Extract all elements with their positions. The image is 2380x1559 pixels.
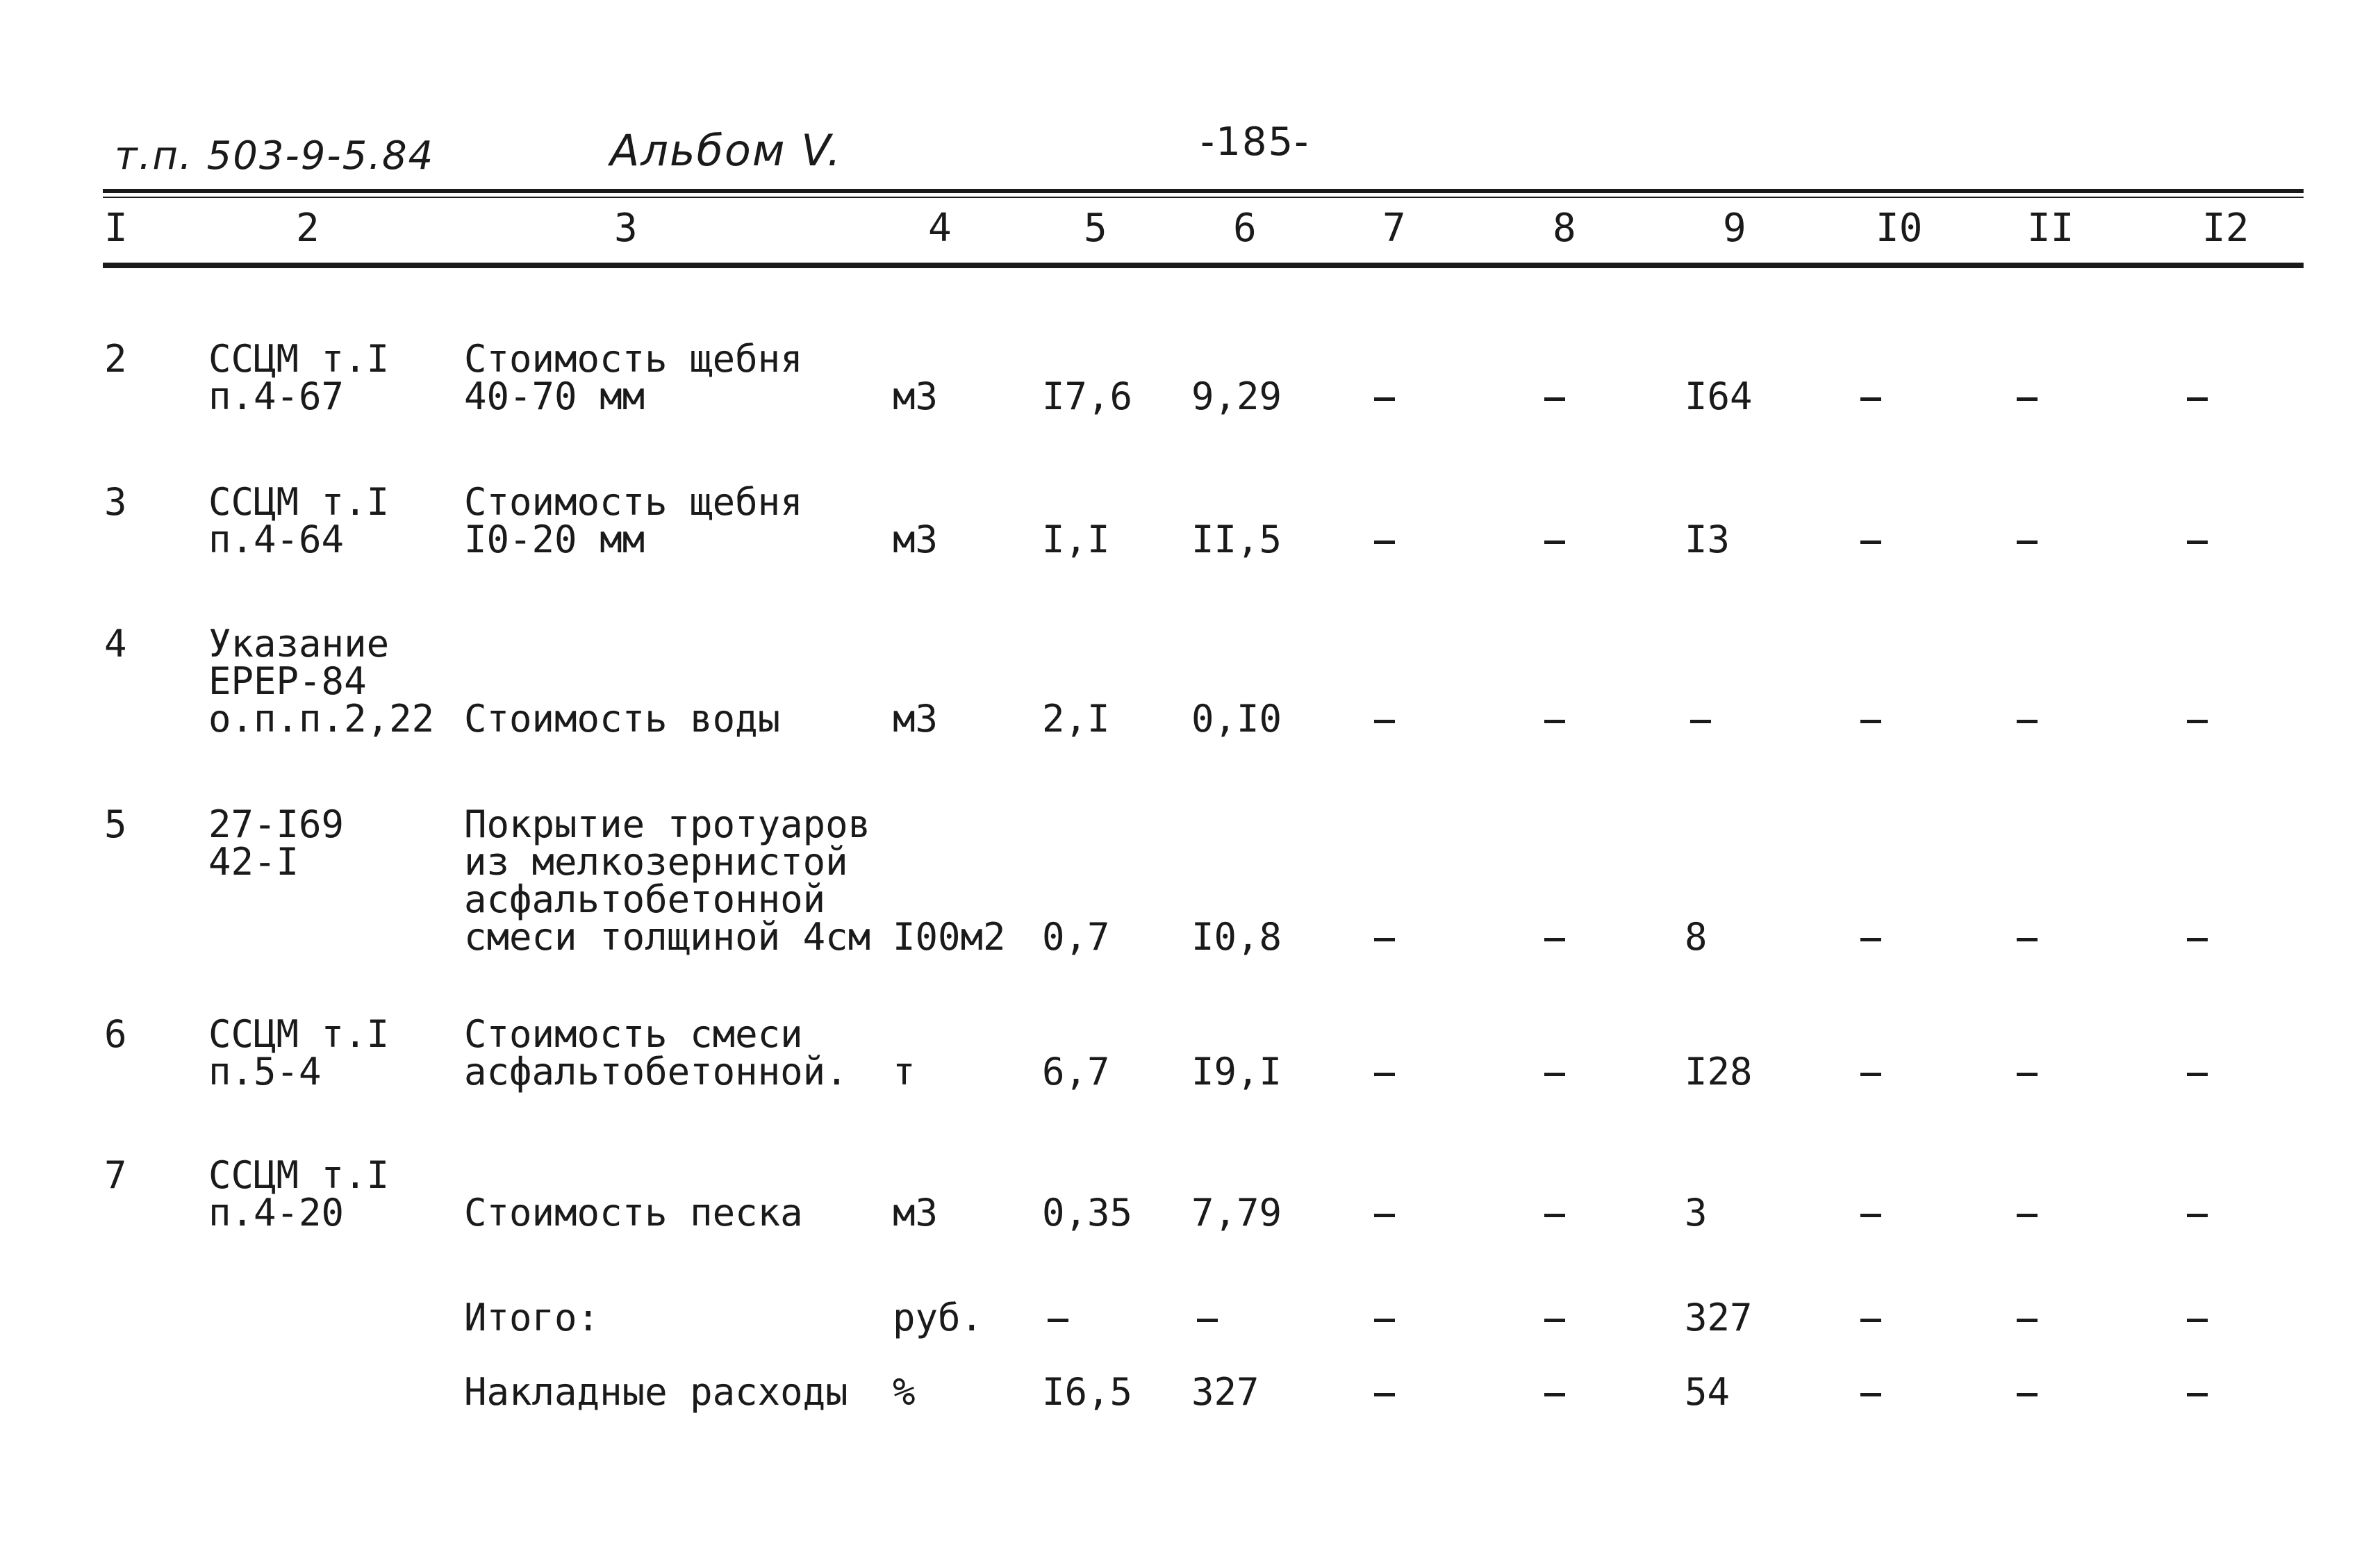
row-qty: I,I	[1042, 518, 1110, 561]
row-qty: I7,6	[1042, 374, 1133, 418]
row-description-line: Стоимость воды	[464, 697, 781, 741]
row-unit: I00м2	[893, 915, 1006, 959]
row-description-line: смеси толщиной 4см	[464, 915, 871, 959]
totals-c10-dash	[1860, 1319, 1881, 1322]
row-c9: I28	[1685, 1050, 1753, 1094]
totals-c9: 54	[1685, 1370, 1730, 1414]
row-c10-dash	[1860, 938, 1881, 941]
totals-c10-dash	[1860, 1393, 1881, 1396]
row-c12-dash	[2187, 720, 2208, 723]
row-unit: м3	[893, 518, 939, 561]
column-number-10: I0	[1876, 206, 1923, 251]
row-description-line: из мелкозернистой	[464, 840, 848, 884]
row-description-line: Покрытие тротуаров	[464, 802, 871, 846]
column-number-9: 9	[1723, 206, 1746, 251]
row-description-line: Стоимость песка	[464, 1191, 803, 1235]
totals-c8-dash	[1544, 1319, 1565, 1322]
totals-price: 327	[1191, 1370, 1259, 1414]
row-c12-dash	[2187, 541, 2208, 544]
row-c10-dash	[1860, 541, 1881, 544]
row-reference-line: ЕРЕР-84	[208, 659, 367, 703]
row-reference-line: 27-I69	[208, 802, 345, 846]
row-c11-dash	[2017, 1214, 2038, 1217]
row-price: I9,I	[1191, 1050, 1282, 1094]
row-reference-line: п.4-20	[208, 1191, 345, 1235]
row-qty: 2,I	[1042, 697, 1110, 741]
row-number: 2	[104, 337, 127, 381]
row-unit: т	[893, 1050, 916, 1094]
top-rule-thin	[103, 197, 2304, 198]
row-c9: 8	[1685, 915, 1708, 959]
row-number: 6	[104, 1012, 127, 1056]
column-number-8: 8	[1553, 206, 1576, 251]
row-number: 3	[104, 480, 127, 524]
totals-qty-dash	[1048, 1319, 1068, 1322]
column-number-12: I2	[2202, 206, 2249, 251]
totals-c11-dash	[2017, 1393, 2038, 1396]
doc-code: т.п. 503-9-5.84	[115, 133, 435, 179]
row-unit: м3	[893, 697, 939, 741]
row-description-line: I0-20 мм	[464, 518, 645, 561]
totals-c9: 327	[1685, 1296, 1753, 1339]
row-c12-dash	[2187, 1073, 2208, 1076]
row-c11-dash	[2017, 397, 2038, 401]
row-c9: 3	[1685, 1191, 1708, 1235]
row-reference-line: п.4-67	[208, 374, 345, 418]
row-c8-dash	[1544, 720, 1565, 723]
row-c9: I64	[1685, 374, 1753, 418]
row-c10-dash	[1860, 397, 1881, 401]
row-c10-dash	[1860, 1073, 1881, 1076]
row-reference-line: ССЦМ т.I	[208, 1153, 390, 1197]
row-qty: 6,7	[1042, 1050, 1110, 1094]
row-reference-line: 42-I	[208, 840, 299, 884]
row-reference-line: п.4-64	[208, 518, 345, 561]
column-number-5: 5	[1084, 206, 1107, 251]
column-number-3: 3	[614, 206, 638, 251]
row-c7-dash	[1374, 1073, 1395, 1076]
row-description-line: Стоимость щебня	[464, 480, 803, 524]
totals-label: Итого:	[464, 1296, 600, 1339]
row-qty: 0,7	[1042, 915, 1110, 959]
row-c10-dash	[1860, 1214, 1881, 1217]
row-reference-line: ССЦМ т.I	[208, 337, 390, 381]
column-number-11: II	[2027, 206, 2074, 251]
column-number-4: 4	[928, 206, 952, 251]
row-c12-dash	[2187, 938, 2208, 941]
row-number: 4	[104, 622, 127, 666]
row-price: II,5	[1191, 518, 1282, 561]
row-unit: м3	[893, 1191, 939, 1235]
row-c8-dash	[1544, 1073, 1565, 1076]
row-c9-dash	[1690, 720, 1711, 723]
totals-label: Накладные расходы	[464, 1370, 848, 1414]
row-c7-dash	[1374, 938, 1395, 941]
totals-c7-dash	[1374, 1393, 1395, 1396]
row-price: 9,29	[1191, 374, 1282, 418]
row-description-line: Стоимость щебня	[464, 337, 803, 381]
row-c11-dash	[2017, 1073, 2038, 1076]
row-description-line: Стоимость смеси	[464, 1012, 803, 1056]
row-reference-line: о.п.п.2,22	[208, 697, 435, 741]
row-reference-line: ССЦМ т.I	[208, 480, 390, 524]
totals-c12-dash	[2187, 1393, 2208, 1396]
row-c8-dash	[1544, 1214, 1565, 1217]
row-qty: 0,35	[1042, 1191, 1133, 1235]
row-description-line: асфальтобетонной.	[464, 1050, 848, 1094]
column-number-6: 6	[1233, 206, 1257, 251]
totals-unit: руб.	[893, 1296, 984, 1339]
row-c7-dash	[1374, 720, 1395, 723]
totals-unit: %	[893, 1370, 916, 1414]
totals-c7-dash	[1374, 1319, 1395, 1322]
column-number-7: 7	[1382, 206, 1406, 251]
row-price: I0,8	[1191, 915, 1282, 959]
row-c11-dash	[2017, 938, 2038, 941]
column-number-2: 2	[296, 206, 320, 251]
totals-c8-dash	[1544, 1393, 1565, 1396]
row-c10-dash	[1860, 720, 1881, 723]
row-description-line: асфальтобетонной	[464, 877, 826, 921]
album-title: Альбом V.	[610, 125, 843, 176]
column-number-1: I	[104, 206, 128, 251]
row-reference-line: п.5-4	[208, 1050, 322, 1094]
row-c7-dash	[1374, 1214, 1395, 1217]
row-c8-dash	[1544, 397, 1565, 401]
top-rule	[103, 189, 2304, 193]
row-number: 7	[104, 1153, 127, 1197]
row-c11-dash	[2017, 720, 2038, 723]
totals-c12-dash	[2187, 1319, 2208, 1322]
row-number: 5	[104, 802, 127, 846]
page-number: -185-	[1200, 119, 1310, 165]
row-c7-dash	[1374, 541, 1395, 544]
row-c11-dash	[2017, 541, 2038, 544]
header-bottom-rule	[103, 263, 2304, 268]
row-reference-line: ССЦМ т.I	[208, 1012, 390, 1056]
row-c8-dash	[1544, 541, 1565, 544]
row-c8-dash	[1544, 938, 1565, 941]
totals-qty: I6,5	[1042, 1370, 1133, 1414]
row-unit: м3	[893, 374, 939, 418]
row-price: 7,79	[1191, 1191, 1282, 1235]
row-description-line: 40-70 мм	[464, 374, 645, 418]
totals-c11-dash	[2017, 1319, 2038, 1322]
row-c7-dash	[1374, 397, 1395, 401]
row-reference-line: Указание	[208, 622, 390, 666]
row-price: 0,I0	[1191, 697, 1282, 741]
totals-price-dash	[1197, 1319, 1218, 1322]
row-c9: I3	[1685, 518, 1730, 561]
row-c12-dash	[2187, 1214, 2208, 1217]
row-c12-dash	[2187, 397, 2208, 401]
